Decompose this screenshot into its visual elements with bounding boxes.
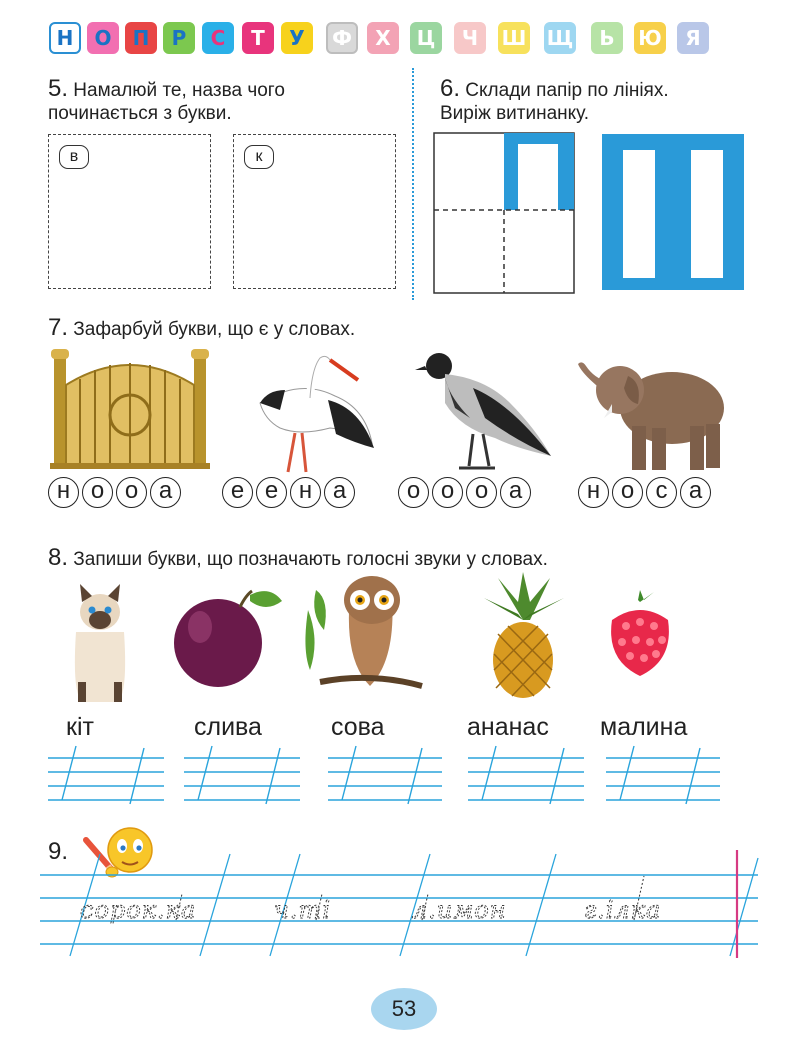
task5-number: 5. xyxy=(48,75,69,102)
cursive-word: г.ілка xyxy=(584,896,662,924)
crow-icon xyxy=(415,348,555,476)
letter-circle[interactable]: о xyxy=(398,477,429,508)
letter-circle[interactable]: н xyxy=(578,477,609,508)
letter-circle[interactable]: а xyxy=(150,477,181,508)
letter-circle[interactable]: н xyxy=(290,477,321,508)
letter-circle[interactable]: е xyxy=(222,477,253,508)
alphabet-letter: Ч xyxy=(454,22,486,54)
elephant-icon xyxy=(572,352,732,476)
answer-lines[interactable] xyxy=(44,744,724,808)
task8-text: Запиши букви, що позначають голосні звуки у словах. xyxy=(73,549,548,570)
alphabet-letter: Р xyxy=(163,22,195,54)
answer-line-kit xyxy=(48,746,164,804)
letter-circle[interactable]: а xyxy=(680,477,711,508)
drawing-box-v[interactable] xyxy=(48,134,211,289)
gate-icon xyxy=(50,345,210,470)
cat-icon xyxy=(68,582,132,704)
alphabet-letter: Ш xyxy=(498,22,530,54)
letter-circle[interactable]: а xyxy=(500,477,531,508)
task6-number: 6. xyxy=(440,75,461,102)
drawing-box-k[interactable] xyxy=(233,134,396,289)
letter-circle[interactable]: н xyxy=(48,477,79,508)
pineapple-icon xyxy=(478,572,568,700)
owl-icon xyxy=(300,570,430,700)
word-label: слива xyxy=(194,713,262,741)
letter-circle[interactable]: о xyxy=(116,477,147,508)
task7-instruction xyxy=(48,316,748,341)
word-label: малина xyxy=(600,713,688,741)
box-letter: в xyxy=(59,145,89,169)
alphabet-letter: Ь xyxy=(591,22,623,54)
answer-line-malyna xyxy=(606,746,720,804)
stork-icon xyxy=(240,348,380,476)
letter-circle[interactable]: о xyxy=(432,477,463,508)
cursive-word: ч.ті xyxy=(274,896,331,924)
task7-text: Зафарбуй букви, що є у словах. xyxy=(73,319,356,340)
alphabet-letter: Я xyxy=(677,22,709,54)
box-letter: к xyxy=(244,145,274,169)
letter-circle[interactable]: с xyxy=(646,477,677,508)
alphabet-letter: Т xyxy=(242,22,274,54)
answer-line-ananas xyxy=(468,746,584,804)
answer-line-sova xyxy=(328,746,442,804)
papercut-diagram xyxy=(432,130,752,298)
letter-circle[interactable]: е xyxy=(256,477,287,508)
alphabet-letter: О xyxy=(87,22,119,54)
task8-instruction xyxy=(48,546,768,571)
word-label: сова xyxy=(331,713,385,741)
letter-circle[interactable]: а xyxy=(324,477,355,508)
raspberry-icon xyxy=(600,590,680,680)
word-label: ананас xyxy=(467,713,549,741)
task8-number: 8. xyxy=(48,544,69,571)
task7-number: 7. xyxy=(48,314,69,341)
letter-circle[interactable]: о xyxy=(82,477,113,508)
section-divider xyxy=(412,68,414,300)
alphabet-letter: С xyxy=(202,22,234,54)
task6-instruction xyxy=(440,77,760,125)
cursive-writing-lines[interactable] xyxy=(40,850,760,960)
task5-text-line1: Намалюй те, назва чого xyxy=(73,80,285,101)
cursive-word: л.имон xyxy=(412,896,507,924)
alphabet-letter: Щ xyxy=(544,22,576,54)
task9-number: 9. xyxy=(48,838,69,865)
letter-circle[interactable]: о xyxy=(466,477,497,508)
alphabet-letter: Х xyxy=(367,22,399,54)
answer-line-slyva xyxy=(184,746,300,804)
alphabet-letter: Ю xyxy=(634,22,666,54)
alphabet-letter: Н xyxy=(49,22,81,54)
alphabet-letter: П xyxy=(125,22,157,54)
task5-instruction xyxy=(48,77,388,125)
task5-text-line2: починається з букви. xyxy=(48,103,232,124)
task6-text-line1: Склади папір по лініях. xyxy=(465,80,669,101)
plum-icon xyxy=(170,585,285,690)
page-number: 53 xyxy=(371,988,437,1030)
alphabet-letter: Ц xyxy=(410,22,442,54)
word-label: кіт xyxy=(66,713,94,741)
letter-circle[interactable]: о xyxy=(612,477,643,508)
alphabet-letter: Ф xyxy=(326,22,358,54)
cursive-word: сорок.ка xyxy=(80,896,197,924)
task6-text-line2: Виріж витинанку. xyxy=(440,103,590,124)
alphabet-letter: У xyxy=(281,22,313,54)
